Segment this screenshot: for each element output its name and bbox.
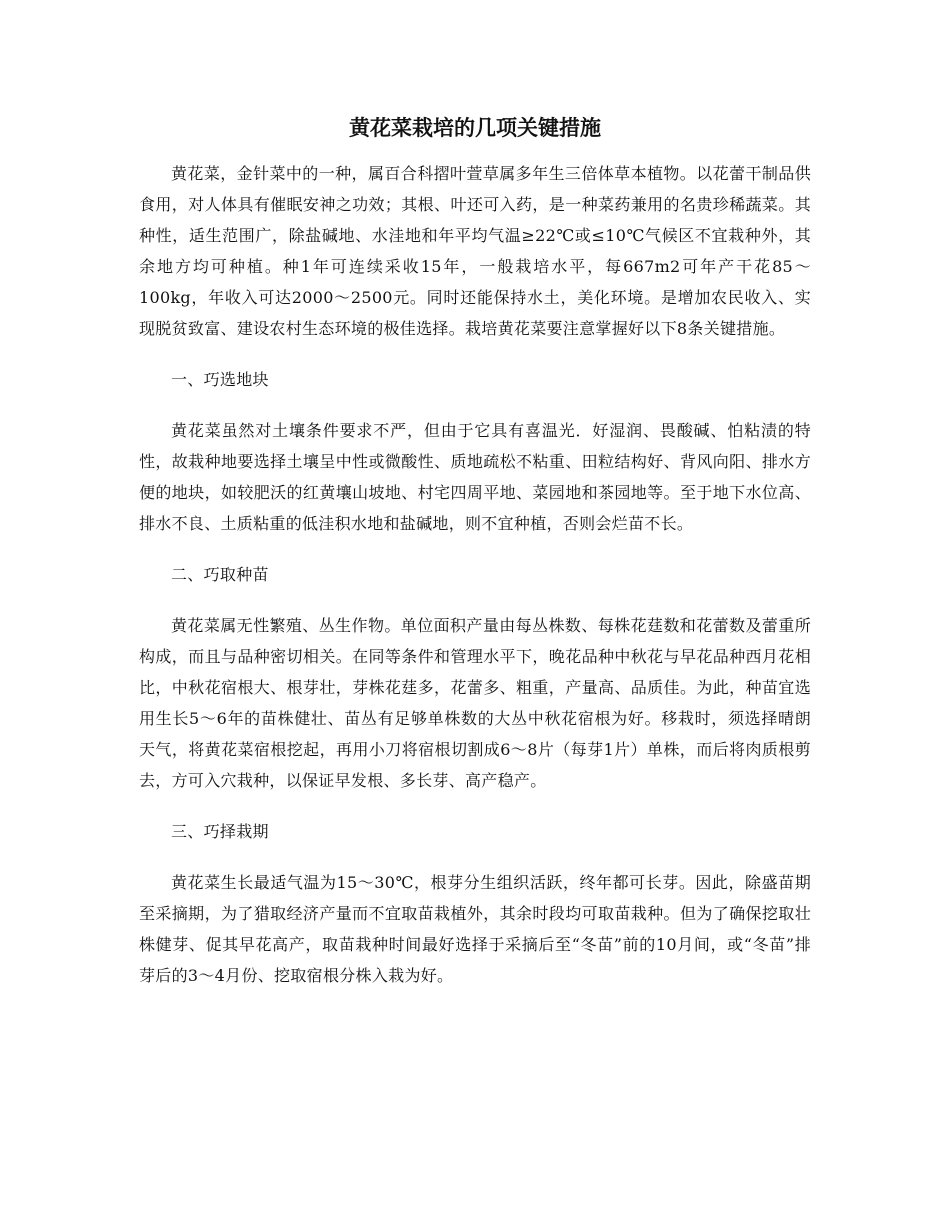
spacer — [139, 847, 811, 867]
document-body — [139, 108, 811, 991]
section-heading-3: 三、巧择栽期 — [171, 822, 269, 841]
section-heading-2: 二、巧取种苗 — [171, 565, 269, 584]
spacer — [139, 796, 811, 816]
spacer — [139, 395, 811, 415]
page-title: 黄花菜栽培的几项关键措施 — [349, 115, 601, 140]
section-body-2: 黄花菜属无性繁殖、丛生作物。单位面积产量由每丛株数、每株花莛数和花蕾数及蕾重所构成，而且与品种密切相关。在同等条件和管理水平下，晚花品种中秋花与早花品种西月花相比，中秋花宿根大、根芽壮，芽株花莛多，花蕾多、粗重，产量高、品质佳。为此，种苗宜选用生长5～6年的苗株健壮、苗丛有足够单株数的大丛中秋花宿根为好。移栽时，须选择晴朗天气，将黄花菜宿根挖起，再用小刀将宿根切割成6～8片（每芽1片）单株，而后将肉质根剪去，方可入穴栽种，以保证早发根、多长芽、高产稳产。 — [139, 616, 811, 790]
intro-paragraph: 黄花菜，金针菜中的一种，属百合科摺叶萱草属多年生三倍体草本植物。以花蕾干制品供食用，对人体具有催眠安神之功效；其根、叶还可入药，是一种菜药兼用的名贵珍稀蔬菜。其种性，适生范围广，除盐碱地、水洼地和年平均气温≥22℃或≤10℃气候区不宜栽种外，其余地方均可种植。种1年可连续采收15年，一般栽培水平，每667m2可年产干花85～100kg，年收入可达2000～2500元。同时还能保持水土，美化环境。是增加农民收入、实现脱贫致富、建设农村生态环境的极佳选择。栽培黄花菜要注意掌握好以下8条关键措施。 — [139, 164, 811, 338]
section-body-1: 黄花菜虽然对土壤条件要求不严，但由于它具有喜温光．好湿润、畏酸碱、怕粘渍的特性，故栽种地要选择土壤呈中性或微酸性、质地疏松不粘重、田粒结构好、背风向阳、排水方便的地块，如较肥沃的红黄壤山坡地、村宅四周平地、菜园地和茶园地等。至于地下水位高、排水不良、土质粘重的低洼积水地和盐碱地，则不宜种植，否则会烂苗不长。 — [139, 421, 811, 533]
section-heading-1: 一、巧选地块 — [171, 370, 269, 389]
section-body-3: 黄花菜生长最适气温为15～30℃，根芽分生组织活跃，终年都可长芽。因此，除盛苗期至采摘期，为了猎取经济产量而不宜取苗栽植外，其余时段均可取苗栽种。但为了确保挖取壮株健芽、促其早花高产，取苗栽种时间最好选择于采摘后至“冬苗”前的10月间，或“冬苗”排芽后的3～4月份、挖取宿根分株入栽为好。 — [139, 873, 811, 985]
spacer — [139, 590, 811, 610]
spacer — [139, 539, 811, 559]
spacer — [139, 344, 811, 364]
